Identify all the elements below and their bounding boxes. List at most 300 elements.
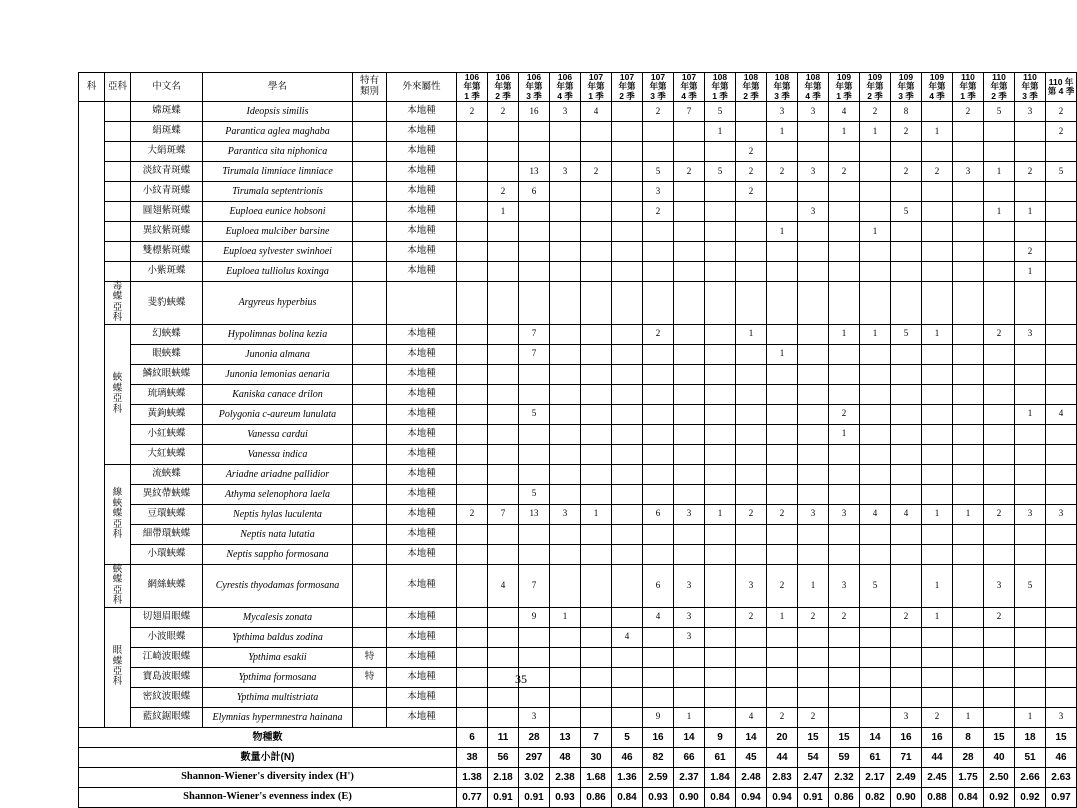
cell-count-q0 xyxy=(457,444,488,464)
cell-endemic xyxy=(353,707,387,727)
cell-count-q16: 1 xyxy=(953,504,984,524)
cell-count-q4 xyxy=(581,564,612,607)
cell-count-q17: 1 xyxy=(984,202,1015,222)
cell-count-q9 xyxy=(736,384,767,404)
cell-count-q17 xyxy=(984,364,1015,384)
cell-count-q7 xyxy=(674,242,705,262)
summary-value-q3: 0.93 xyxy=(550,787,581,807)
cell-count-q12 xyxy=(829,627,860,647)
summary-value-q18: 2.66 xyxy=(1015,767,1046,787)
cell-count-q2 xyxy=(519,202,550,222)
cell-count-q11: 3 xyxy=(798,162,829,182)
table-row xyxy=(79,464,1077,484)
cell-count-q9 xyxy=(736,222,767,242)
cell-count-q5 xyxy=(612,202,643,222)
cell-count-q19 xyxy=(1046,344,1077,364)
cell-scientific-name: Cyrestis thyodamas formosana xyxy=(203,564,353,607)
cell-count-q11 xyxy=(798,647,829,667)
table-row xyxy=(79,324,1077,344)
summary-label: Shannon-Wiener's evenness index (E) xyxy=(79,787,457,807)
cell-count-q16 xyxy=(953,484,984,504)
cell-count-q2 xyxy=(519,142,550,162)
table-row xyxy=(79,607,1077,627)
summary-value-q16: 1.75 xyxy=(953,767,984,787)
cell-count-q6 xyxy=(643,262,674,282)
cell-count-q3 xyxy=(550,282,581,325)
cell-count-q9: 1 xyxy=(736,324,767,344)
cell-count-q6 xyxy=(643,282,674,325)
cell-count-q11 xyxy=(798,627,829,647)
cell-count-q13 xyxy=(860,142,891,162)
summary-value-q1: 2.18 xyxy=(488,767,519,787)
cell-count-q18: 3 xyxy=(1015,504,1046,524)
cell-count-q5: 4 xyxy=(612,627,643,647)
header-quarter-2: 106 年第 3 季 xyxy=(519,73,550,102)
cell-count-q0 xyxy=(457,182,488,202)
cell-count-q4 xyxy=(581,384,612,404)
cell-count-q10: 2 xyxy=(767,504,798,524)
cell-count-q0 xyxy=(457,222,488,242)
cell-count-q3 xyxy=(550,647,581,667)
cell-count-q14 xyxy=(891,687,922,707)
cell-count-q3 xyxy=(550,344,581,364)
cell-count-q4 xyxy=(581,182,612,202)
cell-count-q9 xyxy=(736,647,767,667)
data-table xyxy=(78,72,1077,808)
cell-count-q14: 8 xyxy=(891,102,922,122)
cell-count-q3 xyxy=(550,262,581,282)
cell-count-q5 xyxy=(612,424,643,444)
header-quarter-11: 108 年第 4 季 xyxy=(798,73,829,102)
cell-endemic xyxy=(353,484,387,504)
cell-count-q9 xyxy=(736,544,767,564)
cell-count-q14 xyxy=(891,464,922,484)
cell-count-q3 xyxy=(550,484,581,504)
cell-count-q7 xyxy=(674,687,705,707)
cell-endemic xyxy=(353,102,387,122)
cell-count-q16 xyxy=(953,282,984,325)
cell-count-q6 xyxy=(643,122,674,142)
cell-count-q9 xyxy=(736,687,767,707)
cell-count-q9 xyxy=(736,344,767,364)
cell-scientific-name: Ypthima esakii xyxy=(203,647,353,667)
cell-count-q19 xyxy=(1046,524,1077,544)
cell-count-q18 xyxy=(1015,182,1046,202)
cell-count-q14 xyxy=(891,242,922,262)
cell-count-q1 xyxy=(488,142,519,162)
table-row xyxy=(79,544,1077,564)
cell-count-q6: 2 xyxy=(643,202,674,222)
cell-count-q12 xyxy=(829,444,860,464)
cell-count-q15: 1 xyxy=(922,607,953,627)
cell-count-q9 xyxy=(736,444,767,464)
cell-count-q10 xyxy=(767,687,798,707)
cell-endemic: 特 xyxy=(353,647,387,667)
cell-count-q4 xyxy=(581,607,612,627)
cell-count-q2 xyxy=(519,242,550,262)
summary-value-q9: 45 xyxy=(736,747,767,767)
cell-count-q10 xyxy=(767,484,798,504)
cell-chinese-name: 異紋帶蛺蝶 xyxy=(131,484,203,504)
cell-count-q16 xyxy=(953,122,984,142)
cell-count-q18 xyxy=(1015,544,1046,564)
cell-count-q4: 1 xyxy=(581,504,612,524)
cell-subfamily: 眼 蝶 亞 科 xyxy=(105,607,131,727)
cell-count-q15 xyxy=(922,102,953,122)
cell-count-q18 xyxy=(1015,384,1046,404)
cell-count-q7: 3 xyxy=(674,504,705,524)
table-row xyxy=(79,707,1077,727)
cell-count-q3: 3 xyxy=(550,102,581,122)
cell-count-q11 xyxy=(798,324,829,344)
cell-count-q18 xyxy=(1015,647,1046,667)
table-row xyxy=(79,162,1077,182)
cell-count-q19 xyxy=(1046,384,1077,404)
cell-count-q19 xyxy=(1046,544,1077,564)
cell-count-q3 xyxy=(550,707,581,727)
cell-count-q2: 7 xyxy=(519,344,550,364)
cell-count-q7 xyxy=(674,324,705,344)
cell-count-q18 xyxy=(1015,364,1046,384)
cell-count-q14 xyxy=(891,424,922,444)
cell-count-q18 xyxy=(1015,142,1046,162)
cell-count-q3 xyxy=(550,687,581,707)
cell-count-q5 xyxy=(612,444,643,464)
summary-value-q3: 48 xyxy=(550,747,581,767)
cell-origin: 本地種 xyxy=(387,687,457,707)
cell-count-q16 xyxy=(953,262,984,282)
cell-count-q6: 4 xyxy=(643,607,674,627)
summary-value-q1: 11 xyxy=(488,727,519,747)
cell-endemic xyxy=(353,524,387,544)
cell-count-q1 xyxy=(488,484,519,504)
cell-chinese-name: 小波眼蝶 xyxy=(131,627,203,647)
cell-count-q8 xyxy=(705,647,736,667)
cell-scientific-name: Mycalesis zonata xyxy=(203,607,353,627)
cell-count-q6: 6 xyxy=(643,504,674,524)
cell-count-q11 xyxy=(798,424,829,444)
cell-count-q12 xyxy=(829,222,860,242)
cell-count-q19: 3 xyxy=(1046,504,1077,524)
cell-count-q5 xyxy=(612,544,643,564)
cell-count-q16: 3 xyxy=(953,162,984,182)
cell-scientific-name: Euploea mulciber barsine xyxy=(203,222,353,242)
cell-count-q18: 3 xyxy=(1015,102,1046,122)
cell-chinese-name: 淡紋青斑蝶 xyxy=(131,162,203,182)
cell-count-q11: 3 xyxy=(798,102,829,122)
cell-count-q3 xyxy=(550,324,581,344)
cell-count-q7 xyxy=(674,262,705,282)
cell-scientific-name: Neptis sappho formosana xyxy=(203,544,353,564)
cell-chinese-name: 斐豹蛺蝶 xyxy=(131,282,203,325)
cell-count-q18: 3 xyxy=(1015,324,1046,344)
cell-count-q4 xyxy=(581,242,612,262)
cell-chinese-name: 雙標紫斑蝶 xyxy=(131,242,203,262)
cell-count-q15: 2 xyxy=(922,707,953,727)
cell-origin: 本地種 xyxy=(387,424,457,444)
table-body xyxy=(79,102,1077,808)
cell-count-q19 xyxy=(1046,282,1077,325)
cell-count-q2: 13 xyxy=(519,504,550,524)
header-quarter-8: 108 年第 1 季 xyxy=(705,73,736,102)
cell-count-q10 xyxy=(767,142,798,162)
cell-count-q9 xyxy=(736,464,767,484)
cell-chinese-name: 大紅蛺蝶 xyxy=(131,444,203,464)
cell-count-q7 xyxy=(674,424,705,444)
cell-origin: 本地種 xyxy=(387,162,457,182)
cell-count-q4 xyxy=(581,222,612,242)
cell-count-q7 xyxy=(674,544,705,564)
cell-count-q12 xyxy=(829,344,860,364)
cell-count-q6 xyxy=(643,524,674,544)
cell-count-q11 xyxy=(798,384,829,404)
cell-count-q15 xyxy=(922,647,953,667)
cell-count-q18: 1 xyxy=(1015,404,1046,424)
cell-count-q11 xyxy=(798,687,829,707)
cell-count-q4 xyxy=(581,282,612,325)
cell-count-q14 xyxy=(891,404,922,424)
cell-count-q1: 1 xyxy=(488,202,519,222)
cell-count-q12 xyxy=(829,142,860,162)
cell-count-q7 xyxy=(674,282,705,325)
cell-scientific-name: Vanessa cardui xyxy=(203,424,353,444)
cell-count-q13 xyxy=(860,707,891,727)
cell-count-q0 xyxy=(457,202,488,222)
table-row xyxy=(79,424,1077,444)
cell-chinese-name: 小紫斑蝶 xyxy=(131,262,203,282)
summary-value-q0: 0.77 xyxy=(457,787,488,807)
cell-count-q6 xyxy=(643,687,674,707)
cell-count-q17: 2 xyxy=(984,324,1015,344)
cell-chinese-name: 嫦斑蝶 xyxy=(131,102,203,122)
cell-chinese-name: 藍紋鋸眼蝶 xyxy=(131,707,203,727)
cell-count-q1 xyxy=(488,424,519,444)
cell-scientific-name: Hypolimnas bolina kezia xyxy=(203,324,353,344)
cell-chinese-name: 絹斑蝶 xyxy=(131,122,203,142)
cell-count-q12 xyxy=(829,647,860,667)
cell-scientific-name: Junonia almana xyxy=(203,344,353,364)
cell-count-q12: 1 xyxy=(829,424,860,444)
cell-count-q5 xyxy=(612,647,643,667)
cell-count-q14 xyxy=(891,344,922,364)
cell-scientific-name: Tirumala limniace limniace xyxy=(203,162,353,182)
summary-value-q12: 15 xyxy=(829,727,860,747)
cell-count-q10 xyxy=(767,384,798,404)
cell-count-q11 xyxy=(798,282,829,325)
cell-count-q16 xyxy=(953,424,984,444)
cell-scientific-name: Ideopsis similis xyxy=(203,102,353,122)
summary-value-q7: 2.37 xyxy=(674,767,705,787)
cell-count-q5 xyxy=(612,484,643,504)
summary-value-q14: 2.49 xyxy=(891,767,922,787)
cell-count-q3 xyxy=(550,242,581,262)
summary-value-q7: 0.90 xyxy=(674,787,705,807)
summary-row xyxy=(79,767,1077,787)
cell-chinese-name: 圓翅紫斑蝶 xyxy=(131,202,203,222)
header-quarter-15: 109 年第 4 季 xyxy=(922,73,953,102)
cell-count-q3 xyxy=(550,424,581,444)
cell-count-q13 xyxy=(860,262,891,282)
cell-scientific-name: Euploea tulliolus koxinga xyxy=(203,262,353,282)
cell-count-q18 xyxy=(1015,607,1046,627)
cell-count-q6 xyxy=(643,544,674,564)
summary-value-q17: 15 xyxy=(984,727,1015,747)
cell-count-q3 xyxy=(550,142,581,162)
cell-count-q14 xyxy=(891,142,922,162)
cell-count-q9 xyxy=(736,202,767,222)
header-quarter-5: 107 年第 2 季 xyxy=(612,73,643,102)
cell-count-q8 xyxy=(705,282,736,325)
cell-chinese-name: 江崎波眼蝶 xyxy=(131,647,203,667)
cell-count-q13 xyxy=(860,607,891,627)
cell-count-q7 xyxy=(674,484,705,504)
header-quarter-19: 110 年 第 4 季 xyxy=(1046,73,1077,102)
cell-count-q0 xyxy=(457,707,488,727)
cell-count-q5 xyxy=(612,222,643,242)
summary-label: 物種數 xyxy=(79,727,457,747)
cell-count-q7: 3 xyxy=(674,627,705,647)
cell-origin: 本地種 xyxy=(387,142,457,162)
cell-endemic xyxy=(353,564,387,607)
cell-count-q8 xyxy=(705,262,736,282)
cell-scientific-name: Ypthima multistriata xyxy=(203,687,353,707)
cell-scientific-name: Parantica aglea maghaba xyxy=(203,122,353,142)
summary-value-q4: 7 xyxy=(581,727,612,747)
cell-count-q14 xyxy=(891,544,922,564)
cell-scientific-name: Polygonia c-aureum lunulata xyxy=(203,404,353,424)
cell-count-q5 xyxy=(612,504,643,524)
cell-count-q13 xyxy=(860,627,891,647)
cell-endemic xyxy=(353,627,387,647)
cell-count-q15 xyxy=(922,242,953,262)
summary-label: 數量小計(N) xyxy=(79,747,457,767)
summary-value-q13: 14 xyxy=(860,727,891,747)
cell-count-q11: 2 xyxy=(798,707,829,727)
cell-count-q9 xyxy=(736,102,767,122)
cell-count-q19 xyxy=(1046,607,1077,627)
cell-subfamily: 蛺 蝶 亞 科 xyxy=(105,564,131,607)
cell-count-q6: 6 xyxy=(643,564,674,607)
header-scientific-name: 學名 xyxy=(203,73,353,102)
cell-count-q15 xyxy=(922,142,953,162)
cell-count-q9 xyxy=(736,627,767,647)
cell-count-q0: 2 xyxy=(457,504,488,524)
cell-count-q10: 2 xyxy=(767,162,798,182)
cell-count-q13 xyxy=(860,162,891,182)
cell-count-q8 xyxy=(705,364,736,384)
cell-count-q19 xyxy=(1046,464,1077,484)
cell-count-q18: 2 xyxy=(1015,162,1046,182)
cell-count-q13 xyxy=(860,524,891,544)
cell-count-q14 xyxy=(891,484,922,504)
cell-count-q1 xyxy=(488,162,519,182)
cell-count-q18 xyxy=(1015,222,1046,242)
cell-count-q12: 3 xyxy=(829,564,860,607)
cell-family xyxy=(79,102,105,728)
cell-origin: 本地種 xyxy=(387,262,457,282)
cell-count-q17 xyxy=(984,464,1015,484)
cell-origin: 本地種 xyxy=(387,607,457,627)
cell-chinese-name: 異紋紫斑蝶 xyxy=(131,222,203,242)
cell-count-q19 xyxy=(1046,667,1077,687)
header-quarter-9: 108 年第 2 季 xyxy=(736,73,767,102)
cell-count-q6 xyxy=(643,242,674,262)
cell-count-q18 xyxy=(1015,687,1046,707)
cell-count-q15: 1 xyxy=(922,564,953,607)
cell-count-q15 xyxy=(922,282,953,325)
table-row xyxy=(79,142,1077,162)
cell-count-q18 xyxy=(1015,524,1046,544)
cell-origin: 本地種 xyxy=(387,564,457,607)
cell-count-q19 xyxy=(1046,647,1077,667)
cell-chinese-name: 琉璃蛺蝶 xyxy=(131,384,203,404)
cell-count-q19 xyxy=(1046,687,1077,707)
cell-subfamily: 蛺 蝶 亞 科 xyxy=(105,324,131,464)
summary-value-q12: 2.32 xyxy=(829,767,860,787)
cell-count-q13: 2 xyxy=(860,102,891,122)
cell-count-q16 xyxy=(953,687,984,707)
table-row xyxy=(79,242,1077,262)
cell-endemic xyxy=(353,202,387,222)
cell-count-q8: 1 xyxy=(705,122,736,142)
cell-count-q12: 3 xyxy=(829,504,860,524)
summary-value-q15: 44 xyxy=(922,747,953,767)
cell-count-q4 xyxy=(581,647,612,667)
cell-count-q1 xyxy=(488,384,519,404)
cell-count-q13 xyxy=(860,424,891,444)
summary-value-q14: 71 xyxy=(891,747,922,767)
header-quarter-6: 107 年第 3 季 xyxy=(643,73,674,102)
cell-count-q3 xyxy=(550,202,581,222)
cell-count-q1 xyxy=(488,404,519,424)
table-row xyxy=(79,524,1077,544)
cell-count-q5 xyxy=(612,162,643,182)
summary-value-q1: 56 xyxy=(488,747,519,767)
cell-count-q4 xyxy=(581,202,612,222)
cell-count-q2: 5 xyxy=(519,484,550,504)
cell-count-q19 xyxy=(1046,182,1077,202)
cell-count-q10 xyxy=(767,544,798,564)
cell-count-q15 xyxy=(922,424,953,444)
cell-count-q7 xyxy=(674,384,705,404)
cell-count-q6 xyxy=(643,647,674,667)
cell-count-q11 xyxy=(798,222,829,242)
cell-count-q13 xyxy=(860,484,891,504)
cell-origin: 本地種 xyxy=(387,344,457,364)
cell-count-q16 xyxy=(953,182,984,202)
summary-value-q5: 5 xyxy=(612,727,643,747)
cell-count-q8: 5 xyxy=(705,162,736,182)
cell-count-q8 xyxy=(705,384,736,404)
summary-value-q7: 14 xyxy=(674,727,705,747)
cell-count-q16 xyxy=(953,242,984,262)
header-quarter-0: 106 年第 1 季 xyxy=(457,73,488,102)
cell-count-q9 xyxy=(736,364,767,384)
table-header xyxy=(79,73,1077,102)
cell-endemic xyxy=(353,687,387,707)
cell-count-q7: 7 xyxy=(674,102,705,122)
cell-count-q0 xyxy=(457,324,488,344)
cell-origin: 本地種 xyxy=(387,182,457,202)
cell-count-q0 xyxy=(457,544,488,564)
summary-value-q2: 3.02 xyxy=(519,767,550,787)
cell-scientific-name: Ypthima baldus zodina xyxy=(203,627,353,647)
cell-count-q13 xyxy=(860,464,891,484)
cell-count-q17 xyxy=(984,404,1015,424)
cell-subfamily: 線 蛺 蝶 亞 科 xyxy=(105,464,131,564)
summary-value-q11: 0.91 xyxy=(798,787,829,807)
table-row xyxy=(79,364,1077,384)
